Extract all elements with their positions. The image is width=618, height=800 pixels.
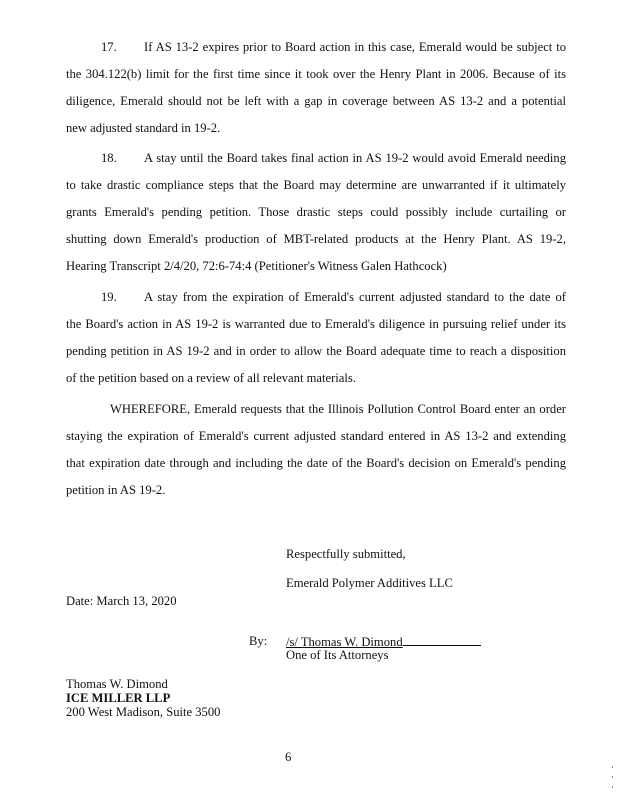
paragraph-line: A stay from the expiration of Emerald's current adjusted standard to the date of (144, 290, 566, 304)
paragraph-17 (66, 34, 566, 142)
paragraph-number: 18. (101, 151, 117, 165)
paragraph-line: grants Emerald's pending petition. Those drastic steps could possibly include curtailing or (66, 205, 566, 219)
paragraph-number: 19. (101, 290, 117, 304)
paragraph-line: pending petition in AS 19-2 and in order to allow the Board adequate time to reach a disposition (66, 344, 566, 358)
paragraph-number: 17. (101, 40, 117, 54)
closing-party: Emerald Polymer Additives LLC (286, 576, 453, 590)
attorney-address: 200 West Madison, Suite 3500 (66, 705, 221, 719)
paragraph-18 (66, 145, 566, 280)
scan-mark (612, 766, 613, 768)
paragraph-line: If AS 13-2 expires prior to Board action in this case, Emerald would be subject to (144, 40, 566, 54)
paragraph-line: that expiration date through and including the date of the Board's decision on Emerald's pending (66, 456, 566, 470)
paragraph-first-line (66, 284, 566, 311)
signature-underline (403, 634, 481, 646)
paragraph-line: diligence, Emerald should not be left with a gap in coverage between AS 13-2 and a potential (66, 94, 566, 108)
paragraph-line: WHEREFORE, Emerald requests that the Illinois Pollution Control Board enter an order (110, 402, 566, 416)
signature-date: Date: March 13, 2020 (66, 594, 177, 608)
paragraph-line: staying the expiration of Emerald's current adjusted standard entered in AS 13-2 and extending (66, 429, 566, 443)
paragraph-line: Hearing Transcript 2/4/20, 72:6-74:4 (Petitioner's Witness Galen Hathcock) (66, 259, 447, 273)
paragraph-line: the 304.122(b) limit for the first time since it took over the Henry Plant in 2006. Because of its (66, 67, 566, 81)
paragraph-first-line (66, 34, 566, 61)
attorney-firm: ICE MILLER LLP (66, 691, 171, 705)
paragraph-line: A stay until the Board takes final action in AS 19-2 would avoid Emerald needing (144, 151, 566, 165)
paragraph-line: shutting down Emerald's production of MBT-related products at the Henry Plant. AS 19-2, (66, 232, 566, 246)
signature-role: One of Its Attorneys (286, 648, 389, 662)
paragraph-line: of the petition based on a review of all relevant materials. (66, 371, 356, 385)
paragraph-line: new adjusted standard in 19-2. (66, 121, 221, 135)
scan-mark (612, 786, 613, 788)
paragraph-line: to take drastic compliance steps that the Board may determine are unwarranted if it ultimately (66, 178, 566, 192)
paragraph-first-line (66, 396, 566, 423)
paragraph-19 (66, 284, 566, 392)
electronic-signature: /s/ Thomas W. Dimond (286, 635, 403, 649)
paragraph-line: petition in AS 19-2. (66, 483, 166, 497)
paragraph-line: the Board's action in AS 19-2 is warranted due to Emerald's diligence in pursuing relief under its (66, 317, 566, 331)
closing-respectfully: Respectfully submitted, (286, 547, 406, 561)
paragraph-first-line (66, 145, 566, 172)
wherefore-paragraph (66, 396, 566, 504)
attorney-name: Thomas W. Dimond (66, 677, 168, 691)
signature-line (286, 634, 481, 649)
page-number: 6 (285, 750, 292, 764)
by-label: By: (249, 634, 268, 648)
scan-mark (612, 776, 613, 778)
